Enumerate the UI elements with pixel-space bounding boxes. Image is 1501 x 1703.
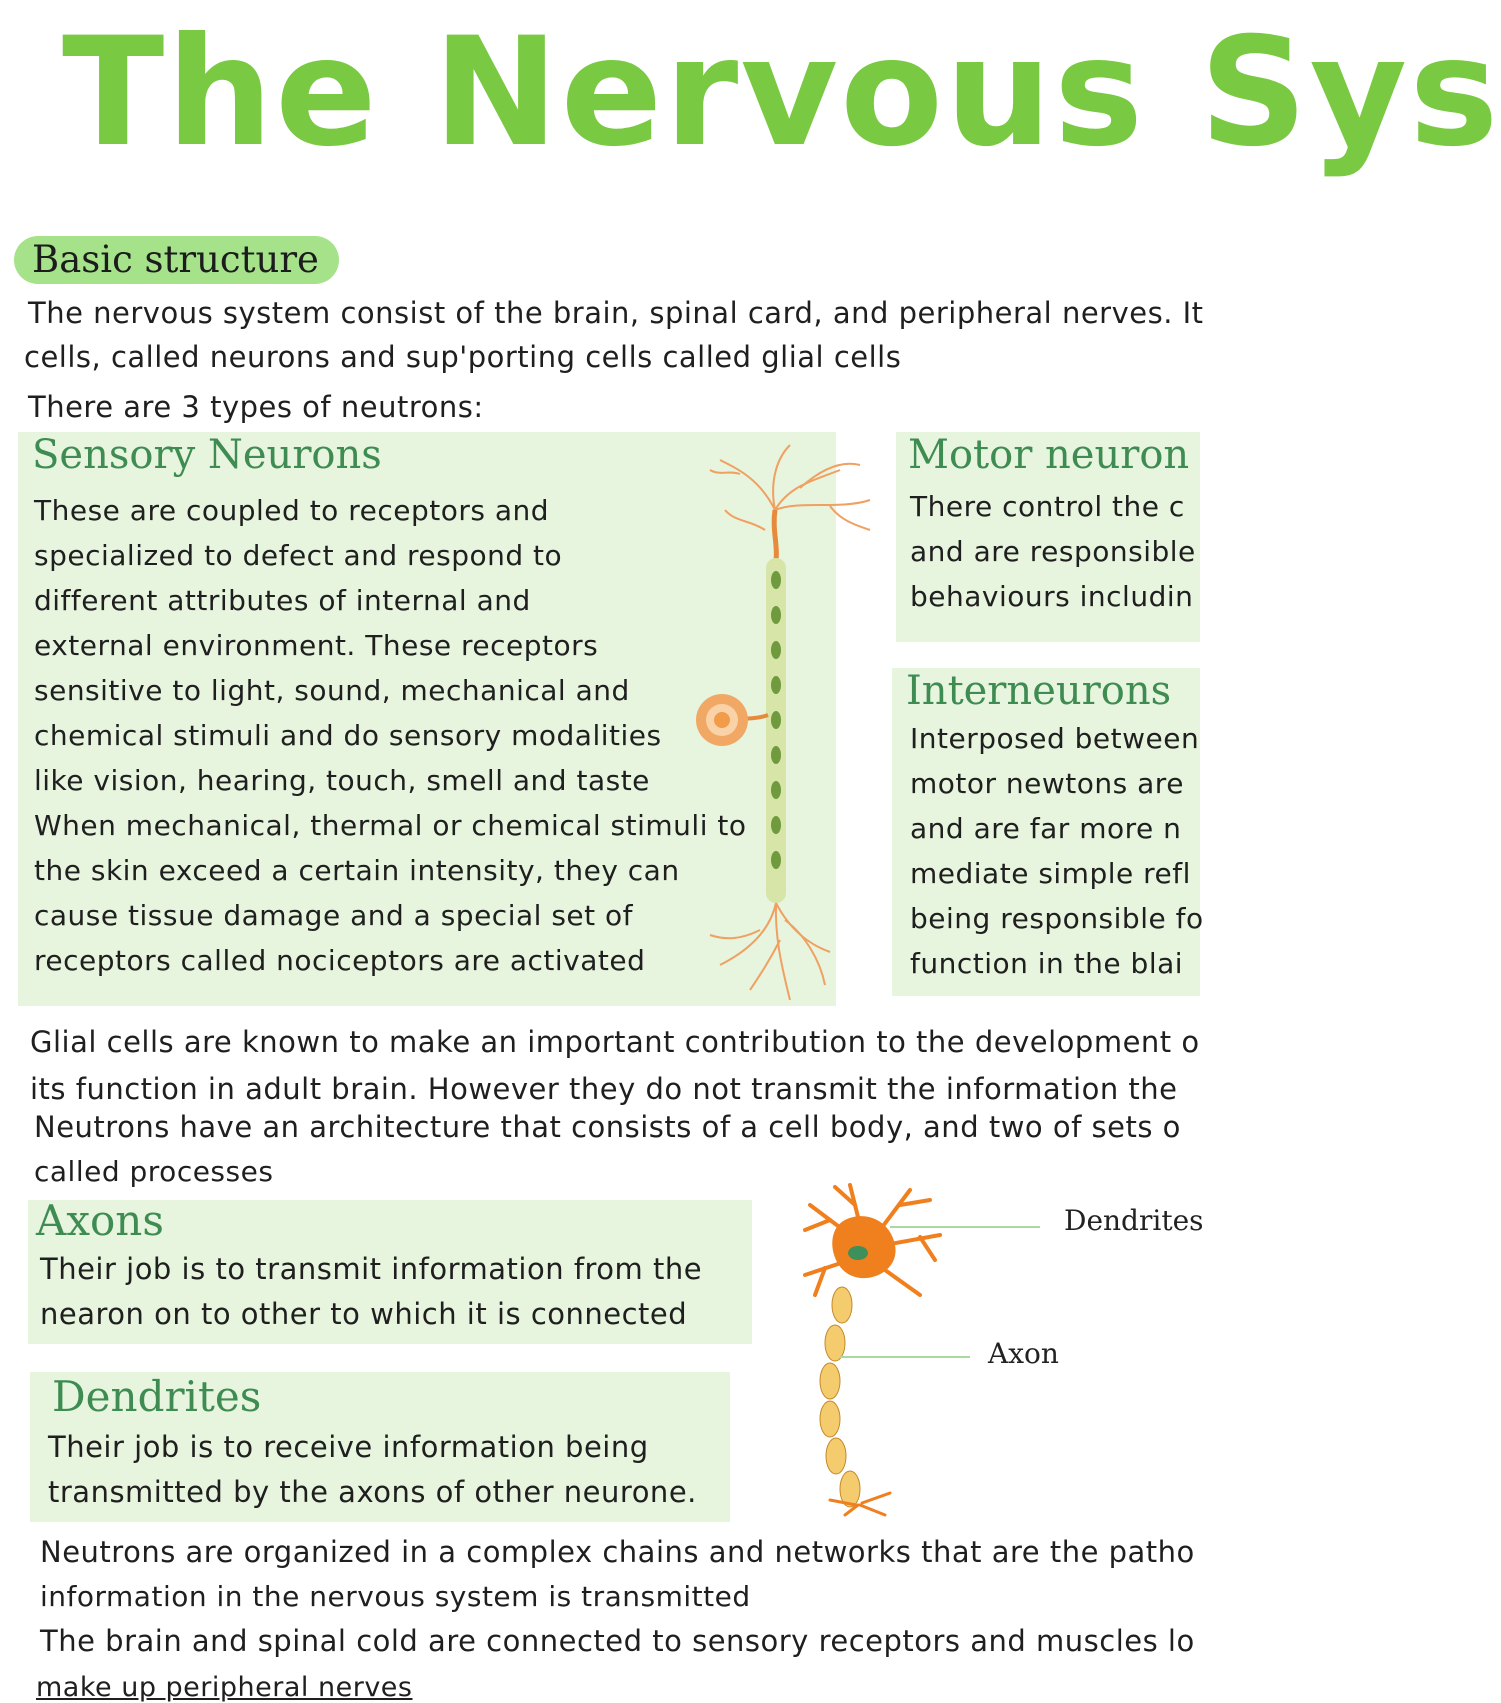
sensory-line: sensitive to light, sound, mechanical and: [34, 674, 630, 707]
interneurons-line: and are far more n: [910, 812, 1182, 845]
sensory-neurons-heading: Sensory Neurons: [32, 432, 382, 478]
sensory-line: When mechanical, thermal or chemical stimuli to: [34, 809, 747, 842]
dendrites-text: [48, 1430, 697, 1520]
sensory-neurons-text: [34, 494, 774, 989]
interneurons-line: motor newtons are: [910, 767, 1184, 800]
motor-line: There control the c: [910, 490, 1185, 523]
axons-line: Their job is to transmit information from the: [40, 1252, 703, 1286]
sensory-line: cause tissue damage and a special set of: [34, 899, 634, 932]
closing-line-4: make up peripheral nerves: [36, 1672, 413, 1703]
closing-line-2: information in the nervous system is transmitted: [40, 1580, 751, 1613]
interneurons-line: being responsible fo: [910, 902, 1204, 935]
axons-text: [40, 1252, 702, 1342]
interneurons-line: Interposed between: [910, 722, 1200, 755]
sensory-neuron-illustration: [680, 440, 890, 1015]
axons-line: nearon on to other to which it is connected: [40, 1297, 688, 1331]
dendrites-heading: Dendrites: [52, 1372, 262, 1421]
sensory-line: receptors called nociceptors are activated: [34, 944, 646, 977]
diagram-label-axon: Axon: [988, 1337, 1059, 1370]
sensory-line: chemical stimuli and do sensory modalities: [34, 719, 662, 752]
dendrites-line: transmitted by the axons of other neurone.: [48, 1475, 697, 1509]
glial-line-1: Glial cells are known to make an important contribution to the development o: [30, 1025, 1200, 1059]
axons-heading: Axons: [36, 1196, 164, 1245]
sensory-line: like vision, hearing, touch, smell and taste: [34, 764, 650, 797]
interneurons-line: mediate simple refl: [910, 857, 1191, 890]
motor-neurons-text: [910, 490, 1196, 625]
motor-neurons-heading: Motor neuron: [908, 432, 1190, 478]
dendrites-line: Their job is to receive information being: [48, 1430, 649, 1464]
intro-line-3: There are 3 types of neutrons:: [28, 390, 484, 424]
closing-line-3: The brain and spinal cold are connected to sensory receptors and muscles lo: [40, 1624, 1195, 1658]
glial-line-3: Neutrons have an architecture that consists of a cell body, and two of sets o: [34, 1110, 1181, 1144]
sensory-line: external environment. These receptors: [34, 629, 599, 662]
sensory-line: These are coupled to receptors and: [34, 494, 550, 527]
motor-line: behaviours includin: [910, 580, 1194, 613]
sensory-line: the skin exceed a certain intensity, they can: [34, 854, 680, 887]
interneurons-heading: Interneurons: [906, 668, 1172, 714]
closing-line-1: Neutrons are organized in a complex chains and networks that are the patho: [40, 1535, 1195, 1569]
section-label-basic-structure: Basic structure: [14, 236, 339, 284]
page-title: The Nervous Sys: [62, 6, 1501, 180]
interneurons-text: [910, 722, 1204, 992]
glial-line-2: its function in adult brain. However they do not transmit the information the: [30, 1072, 1178, 1106]
glial-line-4: called processes: [34, 1155, 274, 1188]
intro-line-1: The nervous system consist of the brain, spinal card, and peripheral nerves. It: [28, 296, 1204, 330]
interneurons-line: function in the blai: [910, 947, 1184, 980]
intro-line-2: cells, called neurons and sup'porting cells called glial cells: [24, 340, 902, 374]
diagram-label-dendrites: Dendrites: [1064, 1204, 1204, 1237]
motor-line: and are responsible: [910, 535, 1196, 568]
sensory-line: specialized to defect and respond to: [34, 539, 563, 572]
sensory-line: different attributes of internal and: [34, 584, 531, 617]
